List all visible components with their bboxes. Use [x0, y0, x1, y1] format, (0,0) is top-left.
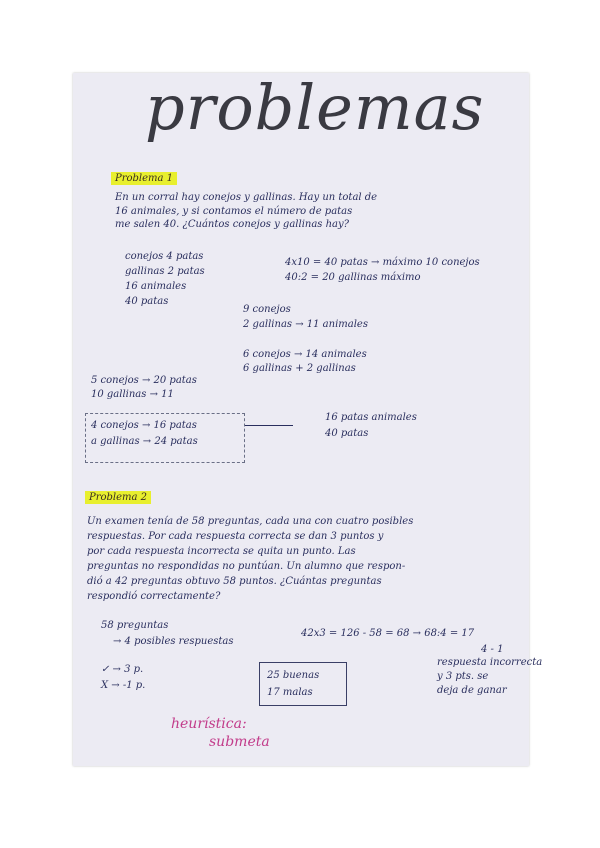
problem1-statement: En un corral hay conejos y gallinas. Hay un total de 16 animales, y si contamos el número de patas me salen 40. ¿Cuántos conejos y gallinas hay? [115, 192, 378, 231]
problem1-trial-3: 5 conejos → 20 patas 10 gallinas → 11 [91, 375, 197, 400]
problem1-calc: 4x10 = 40 patas → máximo 10 conejos 40:2 = 20 gallinas máximo [285, 257, 480, 283]
problem2-notes: 58 preguntas → 4 posibles respuestas ✓ → 3 p. X → -1 p. [101, 620, 234, 691]
problem1-legend: conejos 4 patas gallinas 2 patas 16 animales 40 patas [125, 251, 205, 307]
problem2-statement: Un examen tenía de 58 preguntas, cada una con cuatro posibles respuestas. Por cada respuesta correcta se dan 3 puntos y por cada respuesta incorrecta se quita un punto. Las preguntas no respondidas no puntúan. Un alumno que respon- dió a 42 preguntas obtuvo 58 puntos. ¿Cuántas preguntas respondió correctamente? [87, 516, 414, 602]
problem2-calc: 42x3 = 126 - 58 = 68 → 68:4 = 17 4 - 1 [301, 628, 504, 655]
problem1-label: Problema 1 [111, 174, 177, 184]
problem2-explain: respuesta incorrecta y 3 pts. se deja de ganar [437, 657, 543, 696]
problem2-answer: 25 buenas 17 malas [267, 670, 320, 698]
problem1-trial-2: 6 conejos → 14 animales 6 gallinas + 2 gallinas [243, 349, 367, 374]
problem1-answer: 4 conejos → 16 patas a gallinas → 24 patas [91, 420, 198, 447]
problem1-trial-1: 9 conejos 2 gallinas → 11 animales [243, 304, 368, 330]
page-title: problemas [145, 71, 485, 144]
problem2-label: Problema 2 [85, 493, 151, 503]
problem1-result: 16 patas animales 40 patas [325, 412, 417, 439]
arrow-line [245, 425, 293, 426]
paper-sheet [73, 71, 543, 766]
heuristic-note: heurística: submeta [171, 716, 270, 750]
